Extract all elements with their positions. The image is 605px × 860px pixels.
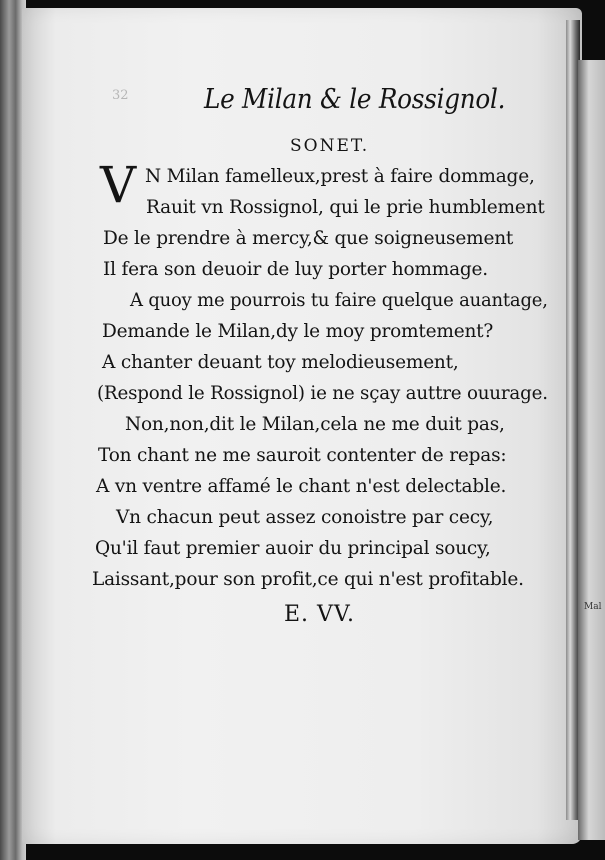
verse-line: N Milan famelleux,prest à faire dommage, bbox=[145, 166, 535, 187]
verse-line: A quoy me pourrois tu faire quelque auantage, bbox=[130, 290, 548, 311]
adjacent-page-text: Mal bbox=[584, 602, 602, 612]
verse-line: Laissant,pour son profit,ce qui n'est profitable. bbox=[92, 569, 524, 590]
verse-line: De le prendre à mercy,& que soigneusement bbox=[103, 228, 514, 249]
verse-line: (Respond le Rossignol) ie ne sçay auttre ouurage. bbox=[97, 383, 548, 404]
verse-line: Demande le Milan,dy le moy promtement? bbox=[102, 321, 494, 342]
verse-line: Vn chacun peut assez conoistre par cecy, bbox=[116, 507, 494, 528]
verse-line: Qu'il faut premier auoir du principal soucy, bbox=[95, 538, 491, 559]
verse-line: Non,non,dit le Milan,cela ne me duit pas, bbox=[125, 414, 505, 435]
author-initials: E. VV. bbox=[284, 602, 355, 627]
verse-line: Il fera son deuoir de luy porter hommage. bbox=[103, 259, 488, 280]
adjacent-page-edge bbox=[578, 60, 605, 840]
section-title: SONET. bbox=[290, 136, 370, 156]
verse-line: Ton chant ne me sauroit contenter de repas: bbox=[98, 445, 507, 466]
page-number: 32 bbox=[112, 88, 129, 103]
drop-cap: V bbox=[100, 156, 137, 214]
running-head: Le Milan & le Rossignol. bbox=[204, 84, 506, 115]
verse-line: A vn ventre affamé le chant n'est delectable. bbox=[96, 476, 507, 497]
verse-line: A chanter deuant toy melodieusement, bbox=[102, 352, 459, 373]
verse-line: Rauit vn Rossignol, qui le prie humblement bbox=[146, 197, 545, 218]
